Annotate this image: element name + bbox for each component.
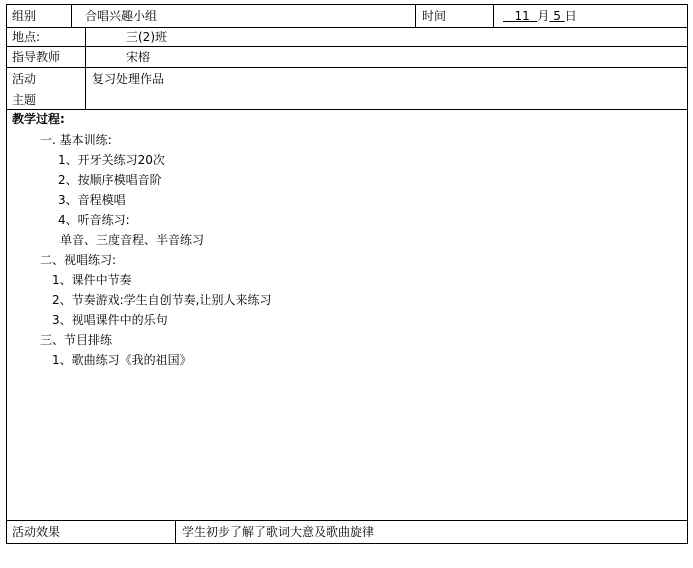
time-month-value: 11 bbox=[514, 9, 530, 23]
time-label: 时间 bbox=[422, 9, 447, 23]
time-value-divider bbox=[493, 4, 494, 27]
lesson-record-form bbox=[6, 4, 688, 544]
process-line-7: 二、视唱练习: bbox=[40, 253, 117, 267]
row-divider-3 bbox=[6, 67, 688, 68]
row-divider-5 bbox=[6, 520, 688, 521]
time-value bbox=[503, 7, 577, 25]
time-day-unit: 日 bbox=[564, 9, 577, 23]
process-title: 教学过程: bbox=[12, 112, 65, 126]
process-line-5: 4、听音练习: bbox=[58, 213, 130, 227]
topic-label-line2: 主题 bbox=[12, 93, 37, 107]
label-col-divider bbox=[85, 27, 86, 109]
process-line-9: 2、节奏游戏:学生自创节奏,让别人来练习 bbox=[52, 293, 272, 307]
teacher-value: 宋榕 bbox=[126, 50, 151, 64]
time-day-value: 5 bbox=[553, 9, 561, 23]
effect-value: 学生初步了解了歌词大意及歌曲旋律 bbox=[182, 525, 375, 539]
form-border-right bbox=[687, 4, 688, 544]
row-divider-4 bbox=[6, 109, 688, 110]
row-divider-1 bbox=[6, 27, 688, 28]
process-line-8: 1、课件中节奏 bbox=[52, 273, 132, 287]
effect-label: 活动效果 bbox=[12, 525, 61, 539]
process-line-12: 1、歌曲练习《我的祖国》 bbox=[52, 353, 192, 367]
group-value: 合唱兴趣小组 bbox=[85, 9, 158, 23]
effect-col-divider bbox=[175, 520, 176, 543]
process-line-2: 1、开牙关练习20次 bbox=[58, 153, 165, 167]
topic-label-line1: 活动 bbox=[12, 72, 37, 86]
time-label-divider bbox=[415, 4, 416, 27]
process-line-3: 2、按顺序模唱音阶 bbox=[58, 173, 162, 187]
row-divider-2 bbox=[6, 46, 688, 47]
location-label: 地点: bbox=[12, 30, 41, 44]
form-border-bottom bbox=[6, 543, 688, 544]
process-line-6: 单音、三度音程、半音练习 bbox=[60, 233, 205, 247]
location-value: 三(2)班 bbox=[126, 30, 167, 44]
form-border-top bbox=[6, 4, 688, 5]
process-line-11: 三、节目排练 bbox=[40, 333, 113, 347]
process-line-10: 3、视唱课件中的乐句 bbox=[52, 313, 168, 327]
topic-value: 复习处理作品 bbox=[92, 72, 165, 86]
group-label: 组别 bbox=[12, 9, 37, 23]
process-line-1: 一. 基本训练: bbox=[40, 133, 112, 147]
teacher-label: 指导教师 bbox=[12, 50, 61, 64]
time-month-unit: 月 bbox=[537, 9, 550, 23]
process-line-4: 3、音程模唱 bbox=[58, 193, 126, 207]
group-col-divider bbox=[71, 4, 72, 27]
form-border-left bbox=[6, 4, 7, 544]
